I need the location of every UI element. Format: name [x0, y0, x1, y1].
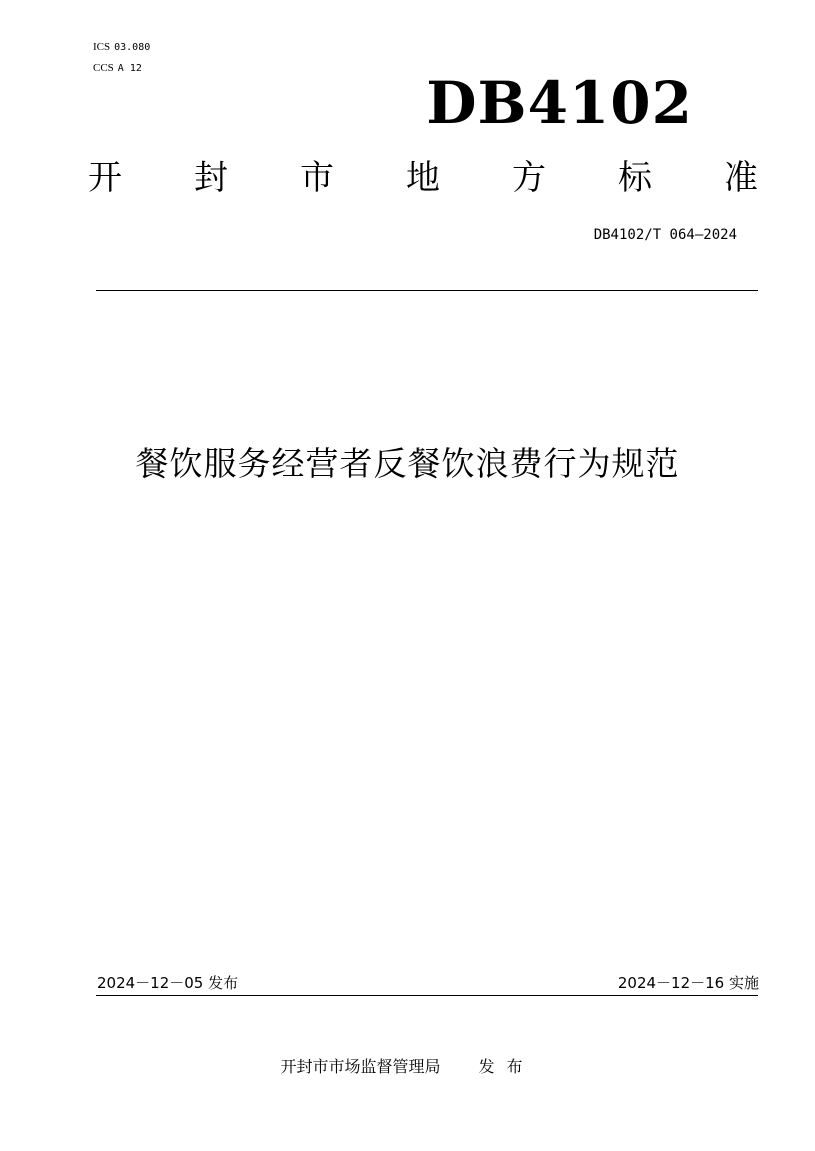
db-code-logo: DB4102 — [426, 69, 693, 137]
ccs-classification — [93, 62, 142, 75]
document-title: 餐饮服务经营者反餐饮浪费行为规范 — [135, 444, 680, 483]
ics-label: ICS — [93, 41, 111, 53]
standard-number: DB4102/T 064—2024 — [593, 227, 737, 243]
issue-date: 2024－12－05 发布 — [97, 974, 239, 992]
standard-type-char: 标 — [618, 158, 652, 198]
standard-type-char: 市 — [300, 158, 334, 198]
standard-type-char: 封 — [194, 158, 228, 198]
ics-classification — [93, 41, 150, 54]
issue-word: 发布 — [478, 1057, 535, 1076]
issuer-line — [0, 1056, 815, 1078]
ics-code: 03.080 — [114, 42, 151, 53]
standard-type-char: 开 — [88, 158, 122, 198]
footer-divider — [96, 995, 758, 996]
standard-type-char: 地 — [406, 158, 440, 198]
implementation-date: 2024－12－16 实施 — [617, 974, 759, 992]
ccs-code: A 12 — [117, 63, 142, 74]
standard-type-heading — [88, 158, 758, 198]
standard-type-char: 方 — [512, 158, 546, 198]
standard-type-char: 准 — [724, 158, 758, 198]
issuer-name: 开封市市场监督管理局 — [280, 1057, 441, 1076]
ccs-label: CCS — [93, 62, 114, 74]
header-divider — [96, 290, 758, 291]
